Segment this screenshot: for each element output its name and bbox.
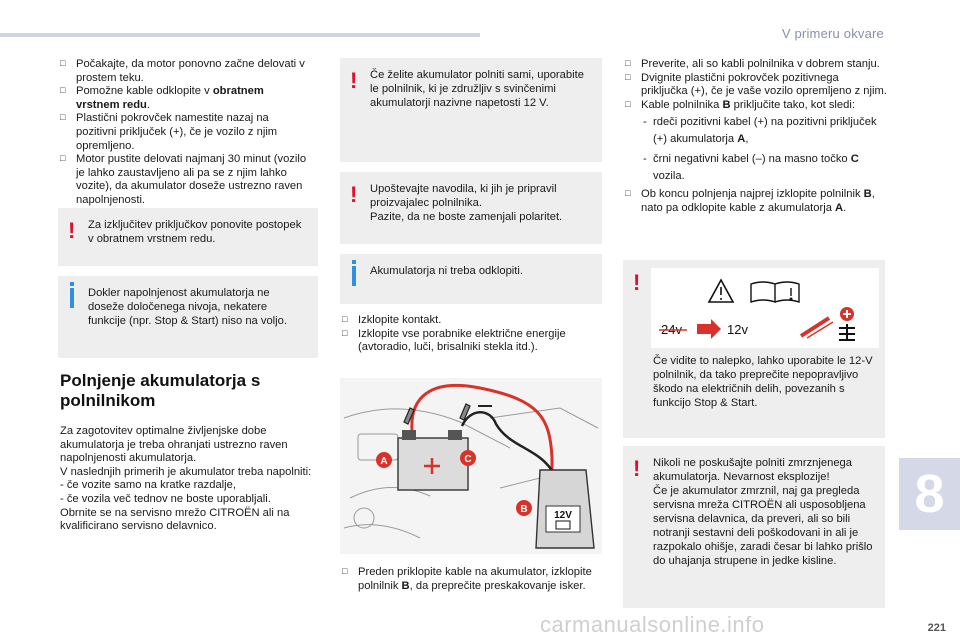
- list-item: □ Motor pustite delovati najmanj 30 minut (vozilo je lahko zaustavljeno ali pa se z njim lahko vozite), da akumulator doseže ustrezno raven napolnjenosti.: [60, 153, 310, 207]
- warning-box: [623, 446, 885, 608]
- chapter-tab: 8: [899, 458, 960, 530]
- warning-box: [58, 208, 318, 266]
- list-item: □ Dvignite plastični pokrovček pozitivnega priključka (+), če je vaše vozilo opremljeno z njim.: [625, 72, 887, 99]
- warning-text: Če želite akumulator polniti sami, uporabite le polnilnik, ki je združljiv s svinčenimi akumulatorji nazivne napetosti 12 V.: [370, 69, 584, 109]
- svg-text:12V: 12V: [554, 510, 572, 521]
- warning-text: Upoštevajte navodila, ki jih je pripravil proizvajalec polnilnika. Pazite, da ne boste zamenjali polaritet.: [370, 183, 563, 223]
- info-icon: [70, 288, 74, 308]
- warning-icon: !: [633, 270, 641, 295]
- right-bullets: [625, 58, 887, 216]
- info-text: Akumulatorja ni treba odklopiti.: [370, 265, 523, 277]
- warning-box: [340, 58, 602, 162]
- info-box: [340, 254, 602, 304]
- left-bullets: [60, 58, 310, 208]
- svg-text:24v: 24v: [661, 322, 682, 337]
- paragraph-line: Obrnite se na servisno mrežo CITROËN ali na kvalificirano servisno delavnico.: [60, 506, 290, 533]
- warning-text: Za izključitev priključkov ponovite postopek v obratnem vrstnem redu.: [88, 219, 302, 245]
- page-number: 221: [927, 622, 946, 634]
- paragraph-line: V naslednjih primerih je akumulator treba napolniti:: [60, 465, 312, 478]
- charging-paragraph: [60, 425, 322, 534]
- list-item: - črni negativni kabel (–) na masno točko C vozila.: [625, 151, 887, 185]
- sticker-text: Če vidite to nalepko, lahko uporabite le 12-V polnilnik, da tako preprečite nepopravljivo škodo na električnih delih, povezanih s funkcijo Stop & Start.: [653, 355, 873, 409]
- list-item: □ Plastični pokrovček namestite nazaj na pozitivni priključek (+), če je vozilo z njim opremljeno.: [60, 112, 310, 153]
- middle-bullets: [342, 314, 600, 355]
- warning-icon: !: [68, 218, 76, 243]
- paragraph-line: Za zagotovitev optimalne življenjske dobe akumulatorja je treba ohranjati ustrezno raven napolnjenosti akumulatorja.: [60, 425, 288, 465]
- svg-text:A: A: [380, 456, 388, 467]
- warning-icon: !: [633, 456, 641, 481]
- battery-icon: [398, 430, 468, 490]
- list-item: □ Preden priklopite kable na akumulator, izklopite polnilnik B, da preprečite preskakovanje isker.: [342, 566, 600, 593]
- list-item: □ Preverite, ali so kabli polnilnika v dobrem stanju.: [625, 58, 887, 72]
- list-item: □ Pomožne kable odklopite v obratnem vrstnem redu.: [60, 85, 310, 112]
- list-item: □ Izklopite kontakt.: [342, 314, 600, 328]
- warning-icon: !: [350, 182, 358, 207]
- section-heading: Polnjenje akumulatorja s polnilnikom: [60, 371, 261, 410]
- warning-icon: !: [350, 68, 358, 93]
- paragraph-line: - če vozila več tednov ne boste uporabljali.: [60, 492, 271, 505]
- list-item: □ Izklopite vse porabnike električne energije (avtoradio, luči, brisalniki stekla itd.).: [342, 328, 600, 355]
- header-bar: [0, 33, 480, 37]
- sticker-warning-box: [623, 260, 885, 438]
- list-item: □ Počakajte, da motor ponovno začne delovati v prostem teku.: [60, 58, 310, 85]
- info-icon: [352, 266, 356, 286]
- list-item: - rdeči pozitivni kabel (+) na pozitivni priključek (+) akumulatorja A,: [625, 114, 887, 148]
- warning-box: [340, 172, 602, 244]
- section-title: V primeru okvare: [781, 26, 884, 41]
- sticker-illustration: [651, 268, 879, 348]
- list-item: □ Ob koncu polnjenja najprej izklopite polnilnik B, nato pa odklopite kable z akumulatorja A.: [625, 188, 887, 215]
- warning-text: Nikoli ne poskušajte polniti zmrznjenega akumulatorja. Nevarnost eksplozije! Če je akumulator zmrznil, naj ga pregleda servisna mreža CITROËN ali usposobljena servisna delavnica, da preveri, ali so bili notranji sestavni deli poškodovani in ali je razpokalo ohišje, zaradi česar bi lahko prišlo do uhajanja strupene in jedke kisline.: [653, 457, 873, 567]
- svg-text:B: B: [520, 504, 528, 515]
- charger-icon: [536, 470, 594, 548]
- watermark: carmanualsonline.info: [540, 612, 765, 637]
- info-text: Dokler napolnjenost akumulatorja ne doseže določenega nivoja, nekatere funkcije (npr. Stop & Start) niso na voljo.: [88, 287, 287, 327]
- middle-bottom-bullet: [342, 566, 600, 593]
- battery-charger-illustration: [340, 378, 602, 554]
- info-box: [58, 276, 318, 358]
- paragraph-line: - če vozite samo na kratke razdalje,: [60, 479, 236, 492]
- svg-text:12v: 12v: [727, 322, 748, 337]
- list-item: □ Kable polnilnika B priključite tako, kot sledi:: [625, 99, 887, 113]
- svg-text:C: C: [464, 454, 472, 465]
